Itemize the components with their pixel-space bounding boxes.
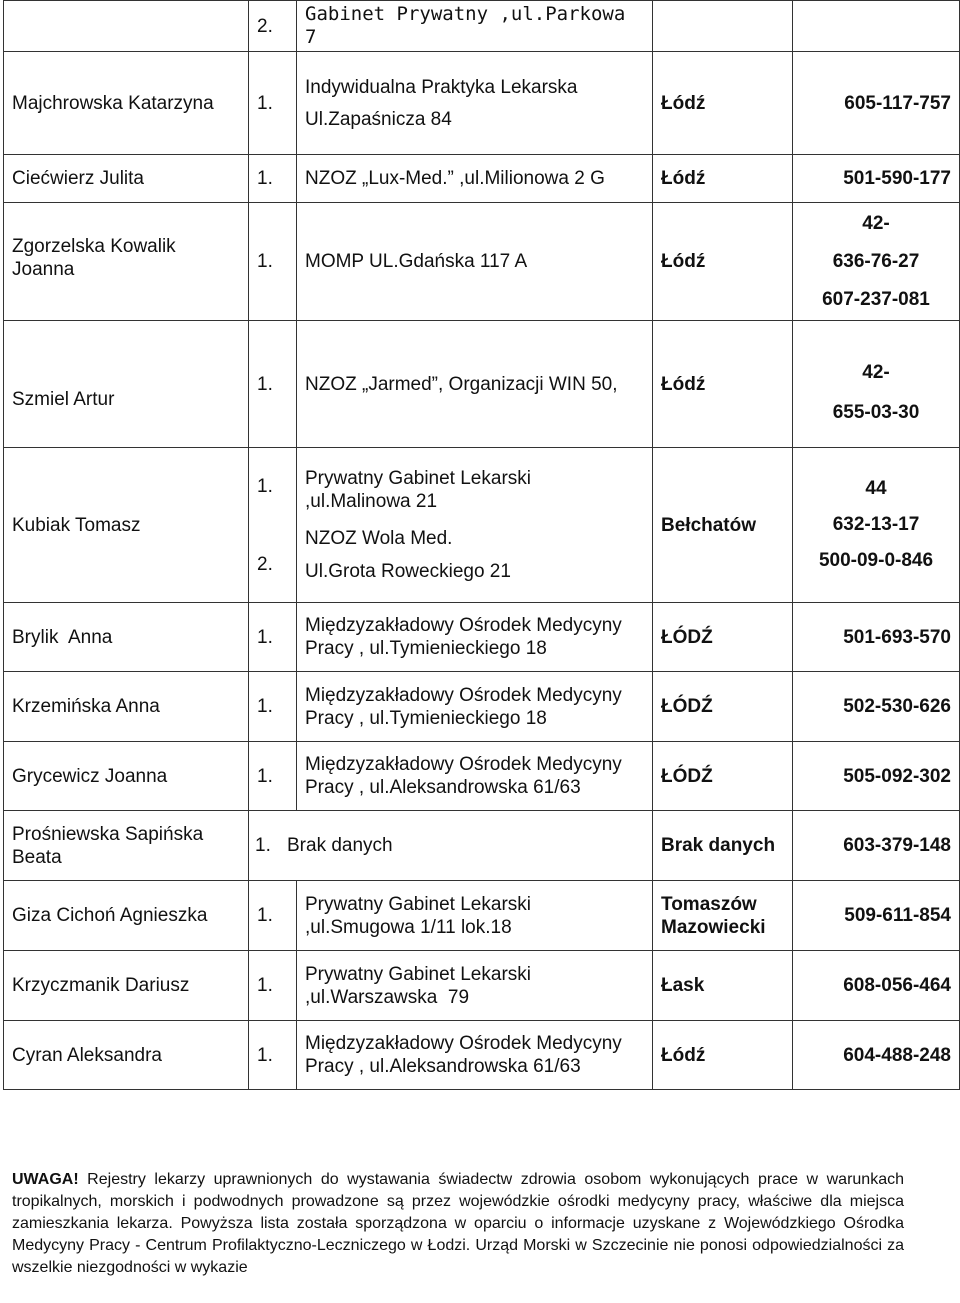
city-cell: Bełchatów — [653, 448, 793, 603]
city-cell: Łódź — [653, 321, 793, 448]
name-cell: Cyran Aleksandra — [4, 1021, 249, 1090]
city-cell: Łódź — [653, 203, 793, 321]
name-cell: Krzyczmanik Dariusz — [4, 951, 249, 1021]
institution-cell: Międzyzakładowy Ośrodek Medycyny Pracy , ul.Tymienieckiego 18 — [297, 603, 653, 672]
number-cell: 1. — [249, 155, 297, 203]
institution-cell: MOMP UL.Gdańska 117 A — [297, 203, 653, 321]
doctors-table — [3, 0, 960, 1090]
number-cell: 1. — [249, 951, 297, 1021]
city-cell: Łódź — [653, 1021, 793, 1090]
number-cell: 1. — [249, 1021, 297, 1090]
name-cell: Majchrowska Katarzyna — [4, 52, 249, 155]
city-cell: ŁÓDŹ — [653, 603, 793, 672]
city-cell: Łódź — [653, 52, 793, 155]
name-cell: Brylik Anna — [4, 603, 249, 672]
city-cell: Łask — [653, 951, 793, 1021]
name-cell: Ciećwierz Julita — [4, 155, 249, 203]
city-cell: Tomaszów Mazowiecki — [653, 881, 793, 951]
phone-cell: 604-488-248 — [793, 1021, 960, 1090]
table-row — [4, 672, 960, 742]
table-row — [4, 951, 960, 1021]
table-row — [4, 603, 960, 672]
city-cell: ŁÓDŹ — [653, 742, 793, 811]
phone-cell: 501-693-570 — [793, 603, 960, 672]
note-warning-label: UWAGA — [12, 1171, 74, 1188]
table-row — [4, 742, 960, 811]
table-row — [4, 203, 960, 321]
phone-cell: 608-056-464 — [793, 951, 960, 1021]
number-cell: 1. — [249, 203, 297, 321]
institution-cell: 1. Brak danych — [249, 811, 653, 881]
note-text: Rejestry lekarzy uprawnionych do wystawania świadectw zdrowia osobom wykonujących prace w warunkach tropikalnych, morskich i podwodnych prowadzone są przez wojewódzkie ośrodki medycyny pracy, właściwe dla miejsca zamieszkania lekarza. Powyższa lista została sporządzona w oparciu o informacje uzyskane z Wojewódzkiego Ośrodka Medycyny Pracy - Centrum Profilaktyczno-Leczniczego w Łodzi. Urząd Morski w Szczecinie nie ponosi odpowiedzialności za wszelkie niezgodności w wykazie — [12, 1171, 904, 1276]
institution-cell: Prywatny Gabinet Lekarski ,ul.Smugowa 1/11 lok.18 — [297, 881, 653, 951]
institution-cell: NZOZ „Lux-Med.” ,ul.Milionowa 2 G — [297, 155, 653, 203]
institution-cell: Prywatny Gabinet Lekarski ,ul.Warszawska 79 — [297, 951, 653, 1021]
name-cell: Krzemińska Anna — [4, 672, 249, 742]
name-cell: Szmiel Artur — [4, 321, 249, 448]
table-row — [4, 1021, 960, 1090]
institution-cell: NZOZ „Jarmed”, Organizacji WIN 50, — [297, 321, 653, 448]
phone-cell: 501-590-177 — [793, 155, 960, 203]
city-cell: Brak danych — [653, 811, 793, 881]
phone-cell: 505-092-302 — [793, 742, 960, 811]
table-row — [4, 155, 960, 203]
number-cell: 1. 2. — [249, 448, 297, 603]
number-cell: 1. — [249, 672, 297, 742]
name-cell: Prośniewska Sapińska Beata — [4, 811, 249, 881]
phone-cell: 42- 636-76-27 607-237-081 — [793, 203, 960, 321]
institution-cell: Prywatny Gabinet Lekarski ,ul.Malinowa 21 NZOZ Wola Med. Ul.Grota Roweckiego 21 — [297, 448, 653, 603]
disclaimer-note — [12, 1169, 904, 1279]
number-cell: 1. — [249, 742, 297, 811]
note-exclamation: ! — [73, 1171, 79, 1188]
number-cell: 1. — [249, 321, 297, 448]
city-cell: Łódź — [653, 155, 793, 203]
table-row — [4, 1, 960, 52]
city-cell — [653, 1, 793, 52]
number-cell: 1. — [249, 603, 297, 672]
phone-cell: 502-530-626 — [793, 672, 960, 742]
table-row — [4, 881, 960, 951]
phone-cell: 605-117-757 — [793, 52, 960, 155]
institution-cell: Międzyzakładowy Ośrodek Medycyny Pracy , ul.Aleksandrowska 61/63 — [297, 742, 653, 811]
name-cell: Kubiak Tomasz — [4, 448, 249, 603]
name-cell: Zgorzelska Kowalik Joanna — [4, 203, 249, 321]
number-cell: 1. — [249, 881, 297, 951]
table-row — [4, 321, 960, 448]
table-row — [4, 52, 960, 155]
table-row — [4, 448, 960, 603]
institution-cell: Międzyzakładowy Ośrodek Medycyny Pracy , ul.Aleksandrowska 61/63 — [297, 1021, 653, 1090]
institution-cell: Międzyzakładowy Ośrodek Medycyny Pracy , ul.Tymienieckiego 18 — [297, 672, 653, 742]
phone-cell: 42- 655-03-30 — [793, 321, 960, 448]
city-cell: ŁÓDŹ — [653, 672, 793, 742]
phone-cell: 44 632-13-17 500-09-0-846 — [793, 448, 960, 603]
phone-cell: 509-611-854 — [793, 881, 960, 951]
name-cell: Grycewicz Joanna — [4, 742, 249, 811]
phone-cell — [793, 1, 960, 52]
name-cell: Giza Cichoń Agnieszka — [4, 881, 249, 951]
number-cell: 1. — [249, 52, 297, 155]
number-cell: 2. — [249, 1, 297, 52]
table-row — [4, 811, 960, 881]
institution-cell: Gabinet Prywatny ,ul.Parkowa 7 — [297, 1, 653, 52]
phone-cell: 603-379-148 — [793, 811, 960, 881]
name-cell — [4, 1, 249, 52]
institution-cell: Indywidualna Praktyka Lekarska Ul.Zapaśnicza 84 — [297, 52, 653, 155]
